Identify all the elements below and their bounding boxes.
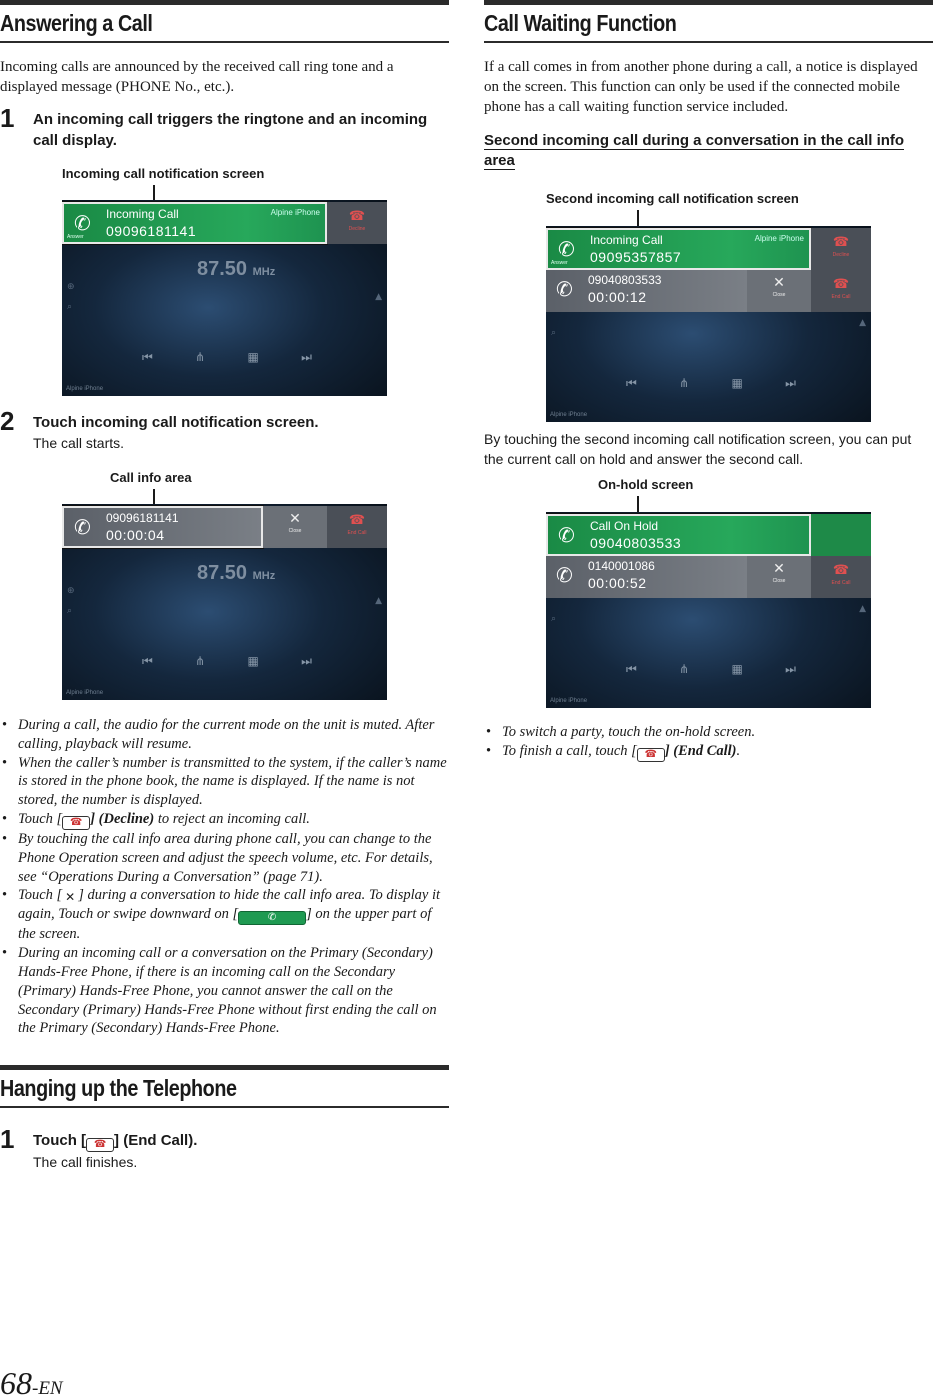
note-text: ] on the upper part of the screen. bbox=[18, 906, 432, 943]
step-2-sub: The call starts. bbox=[33, 435, 125, 451]
note-item bbox=[0, 886, 449, 944]
side-arrow-icon: ▲ bbox=[375, 596, 382, 606]
phone-icon: ✆ bbox=[556, 563, 573, 587]
close-area bbox=[747, 556, 811, 598]
close-area bbox=[263, 506, 327, 548]
note-item: • When the caller’s number is transmitted to the system, if the caller’s name is stored in the phone book, the name is displayed. If the name is not stored, the number is displayed. bbox=[0, 754, 449, 810]
callout-second-incoming-screen: Second incoming call notification screen bbox=[546, 191, 799, 206]
brand-label: Alpine iPhone bbox=[754, 234, 804, 243]
hangup-section-header bbox=[0, 1065, 449, 1108]
phone-icon: ✆ bbox=[556, 277, 573, 301]
answering-section-header bbox=[0, 0, 449, 43]
waiting-notes-list bbox=[484, 723, 933, 762]
decline-label: Decline bbox=[832, 252, 850, 258]
frequency-display bbox=[197, 258, 275, 281]
hangup-icon: ☎ bbox=[832, 562, 850, 577]
incoming-call-bar bbox=[62, 202, 387, 244]
hangup-title: Hanging up the Telephone bbox=[0, 1075, 237, 1101]
phone-icon: ✆ bbox=[74, 211, 91, 235]
previous-icon: ⏮ bbox=[142, 350, 153, 364]
call-info-screenshot bbox=[62, 504, 387, 700]
waiting-subhead bbox=[484, 131, 933, 171]
step-1 bbox=[0, 103, 449, 151]
seek-icon: ⋔ bbox=[679, 662, 690, 676]
notes-list bbox=[0, 716, 449, 1038]
frequency-display bbox=[197, 562, 275, 585]
side-search-icon: ⌕ bbox=[551, 328, 557, 338]
answer-label: Answer bbox=[67, 234, 84, 240]
caller-number: 09040803533 bbox=[588, 273, 662, 287]
hangup-icon: ☎ bbox=[348, 208, 366, 223]
close-icon: ✕ bbox=[289, 511, 301, 527]
step-text-part: Touch [ bbox=[33, 1132, 87, 1149]
waiting-notes bbox=[484, 723, 933, 762]
call-info-bar bbox=[62, 506, 387, 548]
call-timer: 00:00:52 bbox=[588, 575, 647, 591]
side-arrow-icon: ▲ bbox=[859, 604, 866, 614]
on-hold-bar bbox=[546, 514, 871, 556]
side-arrow-icon: ▲ bbox=[859, 318, 866, 328]
on-hold-side bbox=[811, 514, 871, 556]
callout-on-hold-screen: On-hold screen bbox=[598, 477, 694, 492]
end-call-label: End Call bbox=[347, 530, 367, 536]
step-2-number: 2 bbox=[0, 406, 15, 436]
note-text: To finish a call, touch [ bbox=[502, 742, 637, 759]
step-text-bold: ] (End Call) bbox=[114, 1132, 194, 1149]
note-text: . bbox=[736, 742, 741, 759]
previous-icon: ⏮ bbox=[626, 662, 637, 676]
side-arrow-icon: ▲ bbox=[375, 292, 382, 302]
step-1-number: 1 bbox=[0, 103, 15, 133]
hangup-icon: ☎ bbox=[348, 512, 366, 527]
media-controls bbox=[142, 654, 312, 669]
phone-icon: ✆ bbox=[238, 911, 306, 925]
call-timer: 00:00:04 bbox=[106, 527, 165, 543]
caller-number: 09096181141 bbox=[106, 511, 179, 525]
hangup-icon: ☎ bbox=[832, 276, 850, 291]
phone-icon: ✆ bbox=[558, 523, 575, 547]
preset-icon: ▦ bbox=[731, 376, 743, 390]
end-call-label: End Call bbox=[831, 580, 851, 586]
seek-icon: ⋔ bbox=[195, 654, 206, 668]
note-item bbox=[0, 810, 449, 830]
answer-label: Answer bbox=[551, 260, 568, 266]
end-call-area bbox=[327, 506, 387, 548]
note-text: Touch [ bbox=[18, 887, 63, 904]
close-label: Close bbox=[772, 292, 786, 298]
preset-icon: ▦ bbox=[247, 654, 259, 668]
previous-icon: ⏮ bbox=[626, 376, 637, 390]
answering-intro: Incoming calls are announced by the received call ring tone and a displayed message (PHONE No., etc.). bbox=[0, 59, 394, 95]
caller-number: 09096181141 bbox=[106, 223, 197, 239]
phone-icon: ✆ bbox=[558, 237, 575, 261]
close-icon: ✕ bbox=[65, 890, 76, 905]
step-2 bbox=[0, 406, 449, 453]
on-hold-area bbox=[546, 514, 811, 556]
call-timer: 00:00:12 bbox=[588, 289, 647, 305]
callout-incoming-call-screen: Incoming call notification screen bbox=[62, 166, 265, 181]
caller-number: 0140001086 bbox=[588, 559, 655, 573]
preset-icon: ▦ bbox=[731, 662, 743, 676]
waiting-section-header bbox=[484, 0, 933, 43]
hangup-icon: ☎ bbox=[832, 234, 850, 249]
second-incoming-bar bbox=[546, 228, 871, 270]
waiting-mid-text: By touching the second incoming call notification screen, you can put the current call on hold and answer the second call. bbox=[484, 431, 912, 467]
note-text: to reject an incoming call. bbox=[154, 810, 310, 827]
note-item: • During an incoming call or a conversation on the Primary (Secondary) Hands-Free Phone, if there is an incoming call on the Secondary (Primary) Hands-Free Phone, you cannot answer the call on the Secondary (Primary) Hands-Free Phone without first ending the call on the Primary (Secondary) Hands-Free Phone. bbox=[0, 944, 449, 1038]
incoming-call-screenshot bbox=[62, 200, 387, 396]
next-icon: ⏭ bbox=[301, 350, 312, 364]
media-controls bbox=[142, 350, 312, 365]
close-area bbox=[747, 270, 811, 312]
end-call-label: End Call bbox=[831, 294, 851, 300]
step-text-part: . bbox=[193, 1132, 198, 1149]
next-icon: ⏭ bbox=[785, 662, 796, 676]
hangup-icon: ☎ bbox=[86, 1138, 114, 1152]
second-incoming-screenshot bbox=[546, 226, 871, 422]
next-icon: ⏭ bbox=[301, 654, 312, 668]
step-2-block bbox=[0, 406, 449, 453]
previous-icon: ⏮ bbox=[142, 654, 153, 668]
callout-call-info-area: Call info area bbox=[110, 470, 192, 485]
frequency-unit: MHz bbox=[252, 266, 276, 278]
step-1-text: An incoming call triggers the ringtone and an incoming call display. bbox=[33, 111, 428, 149]
left-column bbox=[0, 0, 449, 151]
subhead-text: Second incoming call during a conversation in the call info area bbox=[484, 132, 905, 169]
note-item bbox=[484, 742, 933, 762]
page-number bbox=[0, 1365, 63, 1400]
current-call-area bbox=[546, 556, 747, 598]
next-icon: ⏭ bbox=[785, 376, 796, 390]
call-info-area bbox=[62, 506, 263, 548]
waiting-mid bbox=[484, 429, 933, 469]
note-bold: ] (Decline) bbox=[90, 810, 155, 827]
waiting-title: Call Waiting Function bbox=[484, 10, 677, 36]
close-icon: ✕ bbox=[773, 275, 785, 291]
decline-area bbox=[327, 202, 387, 244]
hangup-step-text bbox=[33, 1130, 449, 1152]
device-label: Alpine iPhone bbox=[550, 698, 588, 704]
held-number: 09040803533 bbox=[590, 535, 682, 551]
waiting-intro: If a call comes in from another phone during a call, a notice is displayed on the screen. This function can only be used if the connected mobile phone has a call waiting function service included. bbox=[484, 59, 918, 115]
hangup-step-1 bbox=[0, 1124, 449, 1172]
hangup-step-sub: The call finishes. bbox=[33, 1154, 138, 1170]
note-text: ] during a conversation to hide the call info area. To display it again, Touch or swipe downward on [ bbox=[18, 887, 441, 923]
side-search-icon: ⌕ bbox=[67, 302, 73, 312]
current-call-bar bbox=[546, 270, 871, 312]
close-label: Close bbox=[288, 528, 302, 534]
note-text: Touch [ bbox=[18, 810, 63, 827]
hangup-icon: ☎ bbox=[637, 748, 665, 762]
note-item: • During a call, the audio for the current mode on the unit is muted. After calling, playback will resume. bbox=[0, 716, 449, 754]
incoming-call-notification bbox=[62, 202, 327, 244]
device-label: Alpine iPhone bbox=[66, 690, 104, 696]
frequency-unit: MHz bbox=[252, 570, 276, 582]
incoming-call-label: Incoming Call bbox=[590, 233, 663, 247]
on-hold-screenshot bbox=[546, 512, 871, 708]
end-call-area bbox=[811, 556, 871, 598]
side-search-icon: ⌕ bbox=[551, 614, 557, 624]
media-controls bbox=[626, 376, 796, 391]
note-item: • By touching the call info area during phone call, you can change to the Phone Operation screen and adjust the speech volume, etc. For details, see “Operations During a Conversation” (page 71). bbox=[0, 830, 449, 886]
current-call-bar bbox=[546, 556, 871, 598]
media-controls bbox=[626, 662, 796, 677]
answering-title: Answering a Call bbox=[0, 10, 153, 36]
note-item: • To switch a party, touch the on-hold screen. bbox=[484, 723, 933, 742]
current-call-area bbox=[546, 270, 747, 312]
hangup-step-number: 1 bbox=[0, 1124, 15, 1154]
on-hold-label: Call On Hold bbox=[590, 519, 659, 533]
decline-area bbox=[811, 228, 871, 270]
preset-icon: ▦ bbox=[247, 350, 259, 364]
side-search-icon: ⌕ bbox=[67, 606, 73, 616]
step-2-text: Touch incoming call notification screen. bbox=[33, 414, 319, 431]
page-number-value: 68 bbox=[0, 1365, 32, 1400]
brand-label: Alpine iPhone bbox=[270, 208, 320, 217]
end-call-area bbox=[811, 270, 871, 312]
page-number-suffix: -EN bbox=[32, 1378, 63, 1399]
side-icon: ⊕ bbox=[67, 282, 75, 292]
phone-icon: ✆ bbox=[74, 515, 91, 539]
side-icon: ⊕ bbox=[67, 586, 75, 596]
caller-number: 09095357857 bbox=[590, 249, 682, 265]
frequency-value: 87.50 bbox=[197, 562, 248, 584]
hangup-section bbox=[0, 1065, 449, 1172]
device-label: Alpine iPhone bbox=[66, 386, 104, 392]
note-bold: ] (End Call) bbox=[664, 742, 737, 759]
frequency-value: 87.50 bbox=[197, 258, 248, 280]
seek-icon: ⋔ bbox=[195, 350, 206, 364]
incoming-call-label: Incoming Call bbox=[106, 207, 179, 221]
device-label: Alpine iPhone bbox=[550, 412, 588, 418]
decline-label: Decline bbox=[348, 226, 366, 232]
second-incoming-notification bbox=[546, 228, 811, 270]
answering-notes bbox=[0, 716, 449, 1038]
seek-icon: ⋔ bbox=[679, 376, 690, 390]
right-column bbox=[484, 0, 933, 171]
close-icon: ✕ bbox=[773, 561, 785, 577]
hangup-icon: ☎ bbox=[62, 816, 90, 830]
close-label: Close bbox=[772, 578, 786, 584]
